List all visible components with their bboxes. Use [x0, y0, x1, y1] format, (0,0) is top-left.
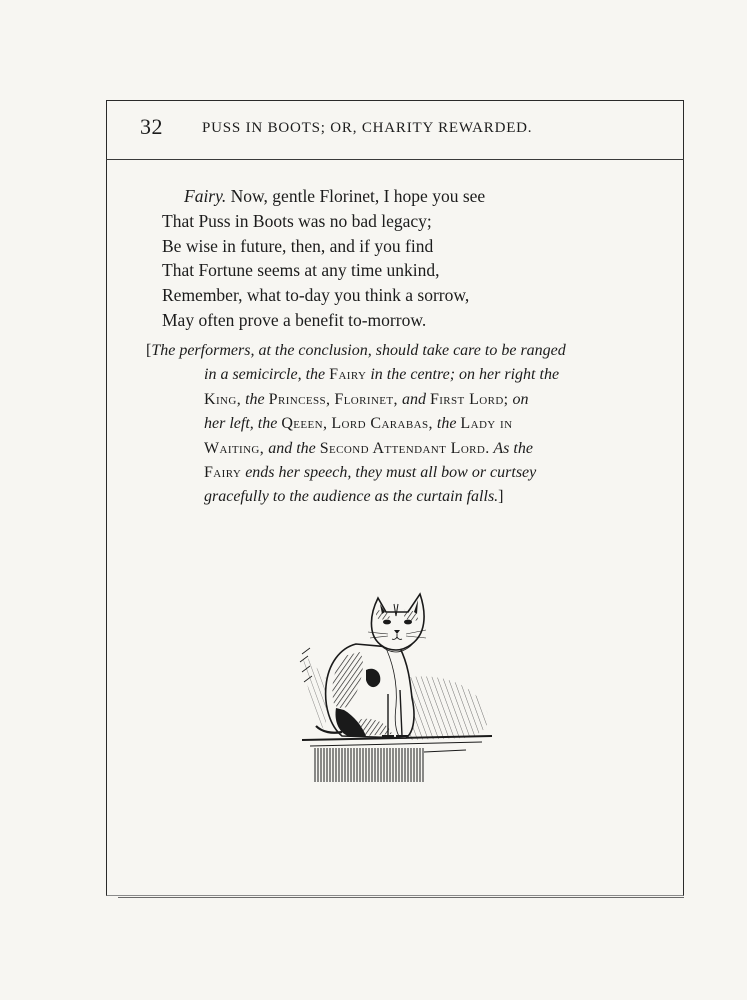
stage-direction: [146, 339, 652, 510]
verse-line-text: Now, gentle Florinet, I hope you see: [230, 186, 486, 206]
character-name: Lord Carabas,: [331, 415, 433, 433]
stage-direction-text: on her right the: [459, 366, 560, 384]
bottom-rule: [118, 897, 684, 898]
stage-direction-line: [146, 461, 652, 485]
verse-line: Be wise in future, then, and if you find: [162, 235, 434, 256]
running-head: PUSS IN BOOTS; OR, CHARITY REWARDED.: [202, 120, 533, 136]
stage-direction-text: gracefully to the audience as the curtain falls.: [204, 488, 499, 506]
open-bracket: [: [146, 342, 152, 359]
stage-direction-text: in a semicircle, the: [204, 366, 326, 384]
stage-direction-text: the: [436, 415, 457, 433]
verse-line: That Fortune seems at any time unkind,: [162, 260, 440, 281]
verse-line: [162, 184, 602, 209]
stage-direction-text: her left, the: [204, 415, 278, 433]
stage-direction-text: on: [512, 390, 529, 408]
stage-direction-text: in the centre;: [370, 366, 456, 384]
character-name: Fairy: [204, 464, 242, 482]
character-name: Second Attendant Lord.: [319, 439, 490, 457]
page-number: 32: [140, 114, 163, 139]
stage-direction-line: [146, 412, 652, 436]
stage-direction-text: and the: [268, 439, 316, 457]
verse-line: That Puss in Boots was no bad legacy;: [162, 210, 432, 231]
stage-direction-text: The performers, at the conclusion, should take care to be ranged: [151, 342, 566, 359]
stage-direction-line: [146, 363, 652, 387]
stage-direction-text: and: [401, 390, 426, 408]
stage-direction-text: the: [245, 390, 265, 408]
character-name: Qeeen,: [281, 415, 328, 433]
close-bracket: ]: [498, 488, 504, 506]
character-name: Princess,: [268, 390, 331, 408]
character-name: Waiting,: [204, 439, 265, 457]
page-header: [106, 100, 684, 160]
character-name: First Lord;: [429, 390, 509, 408]
stage-direction-text: ends her speech, they must all bow or curtsey: [245, 464, 537, 482]
verse-line: Remember, what to-day you think a sorrow,: [162, 285, 470, 306]
speaker-name: Fairy.: [184, 186, 227, 206]
stage-direction-line: [146, 437, 652, 461]
stage-direction-line: [146, 485, 652, 509]
character-name: Lady in: [460, 415, 513, 433]
character-name: King,: [204, 390, 242, 408]
cat-engraving-icon: [296, 582, 496, 792]
character-name: Florinet,: [334, 390, 398, 408]
verse-line: May often prove a benefit to-morrow.: [162, 309, 427, 330]
stage-direction-text: As the: [493, 439, 533, 457]
stage-direction-line: [146, 339, 652, 363]
verse-block: [162, 184, 602, 333]
character-name: Fairy: [329, 366, 367, 384]
stage-direction-line: [146, 388, 652, 412]
